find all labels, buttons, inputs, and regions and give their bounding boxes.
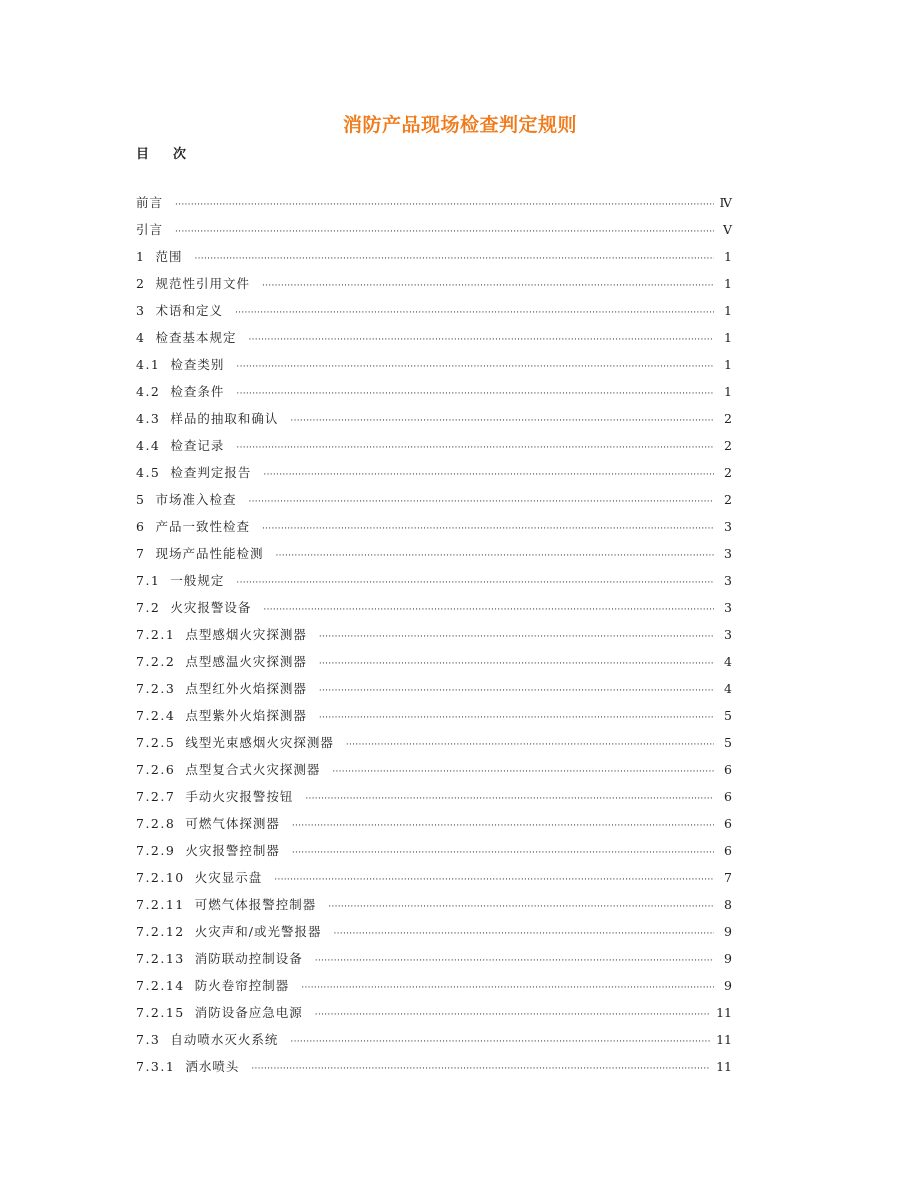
toc-entry[interactable]: [136, 328, 732, 355]
toc-entry-label: 检查条件: [170, 384, 225, 399]
toc-entry[interactable]: [136, 1003, 732, 1030]
toc-entry-label: 检查类别: [170, 357, 225, 372]
toc-entry-number: 7.2.1: [136, 627, 176, 642]
toc-entry-number: 7.2.5: [136, 735, 176, 750]
toc-entry-number: 1: [136, 249, 146, 264]
toc-entry-page: 3: [724, 600, 732, 615]
toc-entry[interactable]: [136, 841, 732, 868]
toc-entry-label: 市场准入检查: [155, 492, 237, 507]
toc-entry-number: 7.2.12: [136, 924, 185, 939]
toc-entry-page: 2: [724, 492, 732, 507]
toc-dot-leader: [319, 686, 714, 696]
toc-entry-page: 5: [724, 708, 732, 723]
toc-dot-leader: [305, 794, 714, 804]
toc-entry-page: 7: [724, 870, 732, 885]
toc-entry-number: 7.2.2: [136, 654, 176, 669]
toc-entry-number: 5: [136, 492, 146, 507]
toc-dot-leader: [346, 740, 714, 750]
toc-entry-number: 7.2.3: [136, 681, 176, 696]
toc-dot-leader: [290, 416, 714, 426]
toc-entry-number: 3: [136, 303, 146, 318]
toc-entry[interactable]: [136, 274, 732, 301]
toc-dot-leader: [236, 362, 714, 372]
toc-entry-page: 6: [724, 789, 732, 804]
toc-dot-leader: [292, 848, 714, 858]
toc-entry-label: 自动喷水灭火系统: [170, 1032, 279, 1047]
toc-entry-page: 3: [724, 546, 732, 561]
toc-dot-leader: [194, 254, 714, 264]
toc-dot-leader: [301, 983, 714, 993]
toc-entry-label: 范围: [155, 249, 183, 264]
toc-dot-leader: [251, 1064, 710, 1074]
toc-entry-label: 产品一致性检查: [155, 519, 250, 534]
toc-dot-leader: [315, 1010, 710, 1020]
toc-entry-number: 7.2.9: [136, 843, 176, 858]
toc-entry-number: 7.1: [136, 573, 161, 588]
toc-entry-page: 1: [724, 330, 732, 345]
toc-entry-page: 1: [724, 357, 732, 372]
toc-entry[interactable]: [136, 679, 732, 706]
toc-entry[interactable]: [136, 760, 732, 787]
toc-heading: [136, 143, 210, 162]
toc-entry-label: 消防联动控制设备: [194, 951, 303, 966]
toc-dot-leader: [235, 308, 714, 318]
toc-entry[interactable]: [136, 1030, 732, 1057]
toc-entry[interactable]: [136, 1057, 732, 1084]
toc-entry-page: 11: [716, 1059, 732, 1074]
toc-entry-number: 7: [136, 546, 146, 561]
toc-entry-number: 7.2.11: [136, 897, 185, 912]
toc-entry[interactable]: [136, 733, 732, 760]
toc-entry[interactable]: [136, 976, 732, 1003]
toc-entry-label: 一般规定: [170, 573, 225, 588]
toc-entry-label: 可燃气体报警控制器: [194, 897, 317, 912]
toc-entry[interactable]: [136, 571, 732, 598]
toc-dot-leader: [319, 632, 714, 642]
toc-entry-page: 2: [724, 438, 732, 453]
toc-dot-leader: [248, 497, 714, 507]
toc-dot-leader: [275, 551, 714, 561]
toc-entry[interactable]: [136, 949, 732, 976]
toc-dot-leader: [328, 902, 714, 912]
toc-dot-leader: [236, 443, 714, 453]
toc-entry-number: 7.2.14: [136, 978, 185, 993]
toc-entry-page: 8: [724, 897, 732, 912]
toc-entry-number: 4.5: [136, 465, 161, 480]
toc-entry-label: 术语和定义: [155, 303, 223, 318]
toc-dot-leader: [319, 659, 714, 669]
toc-entry-number: 4: [136, 330, 146, 345]
toc-entry-number: 7.3.1: [136, 1059, 176, 1074]
toc-entry-label: 点型感烟火灾探测器: [185, 627, 307, 642]
toc-entry-page: 1: [724, 303, 732, 318]
toc-entry-label: 点型复合式火灾探测器: [185, 762, 321, 777]
toc-entry-number: 7.2.8: [136, 816, 176, 831]
toc-dot-leader: [248, 335, 714, 345]
toc-entry-page: 1: [724, 384, 732, 399]
toc-entry[interactable]: [136, 517, 732, 544]
toc-entry-number: 7.2.15: [136, 1005, 185, 1020]
toc-entry-number: 7.2.6: [136, 762, 176, 777]
toc-entry-label: 现场产品性能检测: [155, 546, 264, 561]
toc-entry-page: 6: [724, 816, 732, 831]
toc-list: [136, 193, 732, 1084]
toc-entry-number: 4.3: [136, 411, 161, 426]
toc-entry-page: 4: [724, 654, 732, 669]
toc-dot-leader: [236, 578, 714, 588]
toc-dot-leader: [236, 389, 714, 399]
toc-entry-number: 7.2.10: [136, 870, 185, 885]
toc-dot-leader: [315, 956, 714, 966]
toc-entry-number: 7.3: [136, 1032, 161, 1047]
toc-dot-leader: [175, 200, 713, 210]
toc-entry[interactable]: [136, 814, 732, 841]
toc-heading-char: 次: [173, 147, 187, 162]
toc-entry[interactable]: [136, 868, 732, 895]
toc-entry[interactable]: [136, 436, 732, 463]
toc-entry-label: 火灾报警控制器: [185, 843, 280, 858]
toc-entry[interactable]: [136, 382, 732, 409]
toc-entry-number: 7.2: [136, 600, 161, 615]
toc-entry-number: 7.2.13: [136, 951, 185, 966]
toc-entry-page: 6: [724, 843, 732, 858]
toc-entry[interactable]: [136, 652, 732, 679]
toc-entry-label: 检查记录: [170, 438, 225, 453]
toc-entry-number: 4.2: [136, 384, 161, 399]
toc-entry-page: 3: [724, 573, 732, 588]
toc-entry-number: 7.2.4: [136, 708, 176, 723]
toc-entry-page: 9: [724, 951, 732, 966]
toc-entry-label: 消防设备应急电源: [194, 1005, 303, 1020]
toc-entry-page: 11: [716, 1005, 732, 1020]
toc-entry[interactable]: [136, 490, 732, 517]
toc-entry-label: 火灾声和/或光警报器: [194, 924, 322, 939]
toc-dot-leader: [175, 227, 714, 237]
toc-entry[interactable]: [136, 193, 732, 220]
toc-entry-label: 火灾报警设备: [170, 600, 252, 615]
toc-entry-page: 5: [724, 735, 732, 750]
toc-entry-label: 手动火灾报警按钮: [185, 789, 294, 804]
toc-entry-page: Ⅳ: [719, 195, 732, 210]
toc-entry-number: 4.4: [136, 438, 161, 453]
toc-entry-page: 11: [716, 1032, 732, 1047]
toc-entry-page: 2: [724, 411, 732, 426]
toc-entry-number: 2: [136, 276, 146, 291]
toc-entry-number: 7.2.7: [136, 789, 176, 804]
toc-entry-page: 2: [724, 465, 732, 480]
toc-entry-label: 点型感温火灾探测器: [185, 654, 307, 669]
toc-dot-leader: [290, 1037, 710, 1047]
toc-entry[interactable]: [136, 247, 732, 274]
toc-entry-label: 规范性引用文件: [155, 276, 250, 291]
toc-entry[interactable]: [136, 598, 732, 625]
toc-entry-number: 4.1: [136, 357, 161, 372]
toc-dot-leader: [274, 875, 714, 885]
toc-heading-char: 目: [136, 147, 150, 162]
toc-dot-leader: [332, 767, 714, 777]
toc-entry-page: 9: [724, 924, 732, 939]
toc-dot-leader: [333, 929, 714, 939]
toc-entry-label: 可燃气体探测器: [185, 816, 280, 831]
toc-entry[interactable]: [136, 625, 732, 652]
toc-entry-label: 火灾显示盘: [194, 870, 263, 885]
toc-entry-label: 前言: [136, 195, 164, 210]
toc-entry[interactable]: [136, 706, 732, 733]
toc-dot-leader: [319, 713, 714, 723]
toc-entry[interactable]: [136, 895, 732, 922]
toc-dot-leader: [262, 524, 714, 534]
toc-entry[interactable]: [136, 787, 732, 814]
toc-entry-label: 防火卷帘控制器: [194, 978, 290, 993]
toc-entry[interactable]: [136, 355, 732, 382]
toc-entry-page: 3: [724, 519, 732, 534]
toc-entry-label: 线型光束感烟火灾探测器: [185, 735, 334, 750]
toc-entry-page: Ⅴ: [722, 222, 732, 237]
toc-entry[interactable]: [136, 409, 732, 436]
toc-entry-page: 3: [724, 627, 732, 642]
toc-entry-page: 6: [724, 762, 732, 777]
toc-entry-label: 洒水喷头: [185, 1059, 240, 1074]
toc-entry-label: 检查判定报告: [170, 465, 252, 480]
toc-entry-label: 点型红外火焰探测器: [185, 681, 307, 696]
toc-entry-page: 1: [724, 276, 732, 291]
toc-dot-leader: [263, 470, 714, 480]
toc-entry-page: 4: [724, 681, 732, 696]
toc-entry-label: 点型紫外火焰探测器: [185, 708, 307, 723]
toc-entry-label: 引言: [136, 222, 164, 237]
toc-entry[interactable]: [136, 922, 732, 949]
toc-entry-number: 6: [136, 519, 146, 534]
toc-entry[interactable]: [136, 544, 732, 571]
toc-entry-label: 样品的抽取和确认: [170, 411, 279, 426]
toc-entry[interactable]: [136, 301, 732, 328]
toc-dot-leader: [292, 821, 714, 831]
toc-entry-page: 1: [724, 249, 732, 264]
toc-entry-page: 9: [724, 978, 732, 993]
toc-entry[interactable]: [136, 463, 732, 490]
toc-dot-leader: [263, 605, 714, 615]
page-title: 消防产品现场检查判定规则: [342, 114, 577, 136]
toc-entry[interactable]: [136, 220, 732, 247]
toc-entry-label: 检查基本规定: [155, 330, 237, 345]
toc-dot-leader: [262, 281, 714, 291]
